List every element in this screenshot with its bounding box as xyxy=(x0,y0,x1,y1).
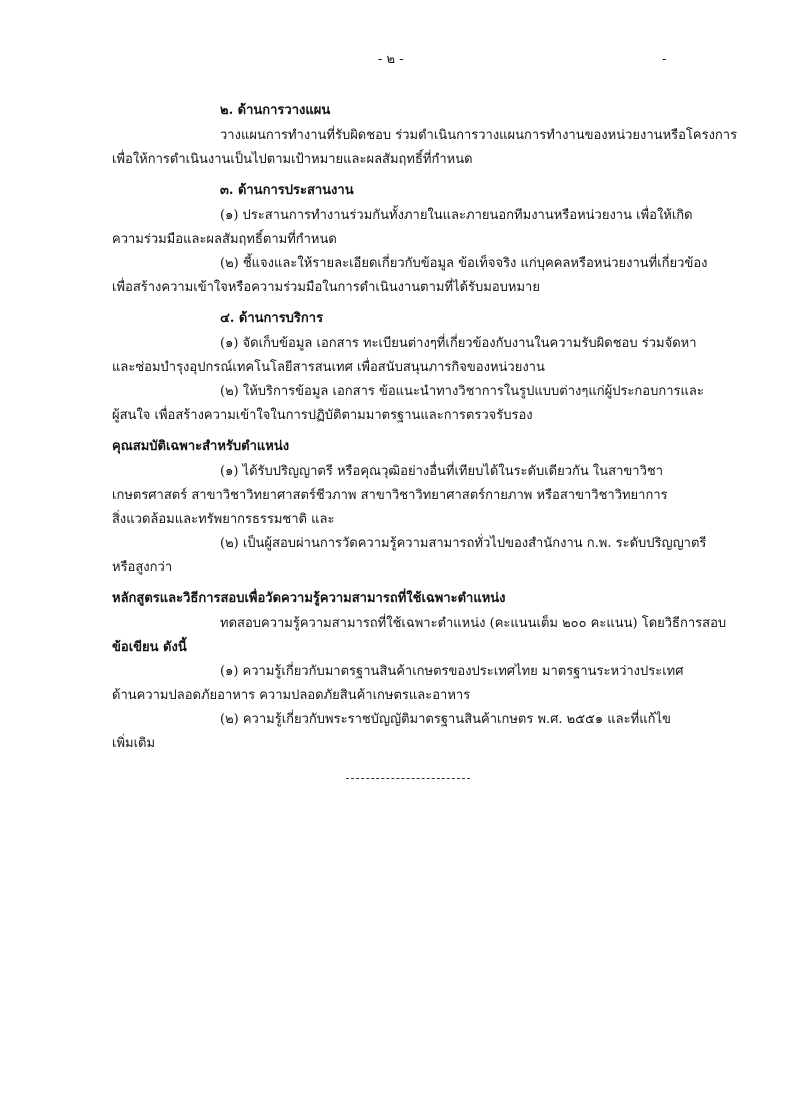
paragraph-line: เพิ่มเติม xyxy=(112,736,156,751)
paragraph-line: วางแผนการทำงานที่รับผิดชอบ ร่วมดำเนินการวางแผนการทำงานของหน่วยงานหรือโครงการ xyxy=(220,128,738,143)
paragraph-line: เพื่อให้การดำเนินงานเป็นไปตามเป้าหมายและผลสัมฤทธิ์ที่กำหนด xyxy=(112,152,473,167)
paragraph-line: ด้านความปลอดภัยอาหาร ความปลอดภัยสินค้าเกษตรและอาหาร xyxy=(112,688,471,703)
paragraph-line: หรือสูงกว่า xyxy=(112,560,173,575)
paragraph-line: ทดสอบความรู้ความสามารถที่ใช้เฉพาะตำแหน่ง (คะแนนเต็ม ๒๐๐ คะแนน) โดยวิธีการสอบ xyxy=(220,616,727,631)
corner-mark: - xyxy=(662,52,667,67)
paragraph-line: (๑) ได้รับปริญญาตรี หรือคุณวุฒิอย่างอื่นที่เทียบได้ในระดับเดียวกัน ในสาขาวิชา xyxy=(220,464,664,479)
section-heading-coordination: ๓. ด้านการประสานงาน xyxy=(220,183,354,198)
page-number: - ๒ - xyxy=(378,52,404,67)
paragraph-line: ข้อเขียน ดังนี้ xyxy=(112,640,187,655)
section-heading-service: ๔. ด้านการบริการ xyxy=(220,311,324,326)
paragraph-line: เกษตรศาสตร์ สาขาวิชาวิทยาศาสตร์ชีวภาพ สาขาวิชาวิทยาศาสตร์กายภาพ หรือสาขาวิชาวิทยาการ xyxy=(112,488,668,503)
paragraph-line: และซ่อมบำรุงอุปกรณ์เทคโนโลยีสารสนเทศ เพื่อสนับสนุนภารกิจของหน่วยงาน xyxy=(112,360,545,375)
paragraph-line: (๒) ความรู้เกี่ยวกับพระราชบัญญัติมาตรฐานสินค้าเกษตร พ.ศ. ๒๕๕๑ และที่แก้ไข xyxy=(220,712,671,727)
section-heading-exam: หลักสูตรและวิธีการสอบเพื่อวัดความรู้ความสามารถที่ใช้เฉพาะตำแหน่ง xyxy=(112,591,506,606)
paragraph-line: สิ่งแวดล้อมและทรัพยากรธรรมชาติ และ xyxy=(112,512,335,527)
paragraph-line: (๑) จัดเก็บข้อมูล เอกสาร ทะเบียนต่างๆที่เกี่ยวข้องกับงานในความรับผิดชอบ ร่วมจัดหา xyxy=(220,336,697,351)
paragraph-line: (๒) ชี้แจงและให้รายละเอียดเกี่ยวกับข้อมูล ข้อเท็จจริง แก่บุคคลหรือหน่วยงานที่เกี่ยวข้อง xyxy=(220,256,708,271)
section-heading-qualifications: คุณสมบัติเฉพาะสำหรับตำแหน่ง xyxy=(112,439,290,454)
section-heading-planning: ๒. ด้านการวางแผน xyxy=(220,103,331,118)
paragraph-line: (๑) ความรู้เกี่ยวกับมาตรฐานสินค้าเกษตรของประเทศไทย มาตรฐานระหว่างประเทศ xyxy=(220,664,684,679)
end-divider xyxy=(346,778,470,779)
paragraph-line: (๑) ประสานการทำงานร่วมกันทั้งภายในและภายนอกทีมงานหรือหน่วยงาน เพื่อให้เกิด xyxy=(220,208,693,223)
paragraph-line: ผู้สนใจ เพื่อสร้างความเข้าใจในการปฏิบัติตามมาตรฐานและการตรวจรับรอง xyxy=(112,408,533,423)
paragraph-line: ความร่วมมือและผลสัมฤทธิ์ตามที่กำหนด xyxy=(112,232,337,247)
paragraph-line: (๒) เป็นผู้สอบผ่านการวัดความรู้ความสามารถทั่วไปของสำนักงาน ก.พ. ระดับปริญญาตรี xyxy=(220,536,707,551)
paragraph-line: (๒) ให้บริการข้อมูล เอกสาร ข้อแนะนำทางวิชาการในรูปแบบต่างๆแก่ผู้ประกอบการและ xyxy=(220,384,704,399)
paragraph-line: เพื่อสร้างความเข้าใจหรือความร่วมมือในการดำเนินงานตามที่ได้รับมอบหมาย xyxy=(112,280,540,295)
